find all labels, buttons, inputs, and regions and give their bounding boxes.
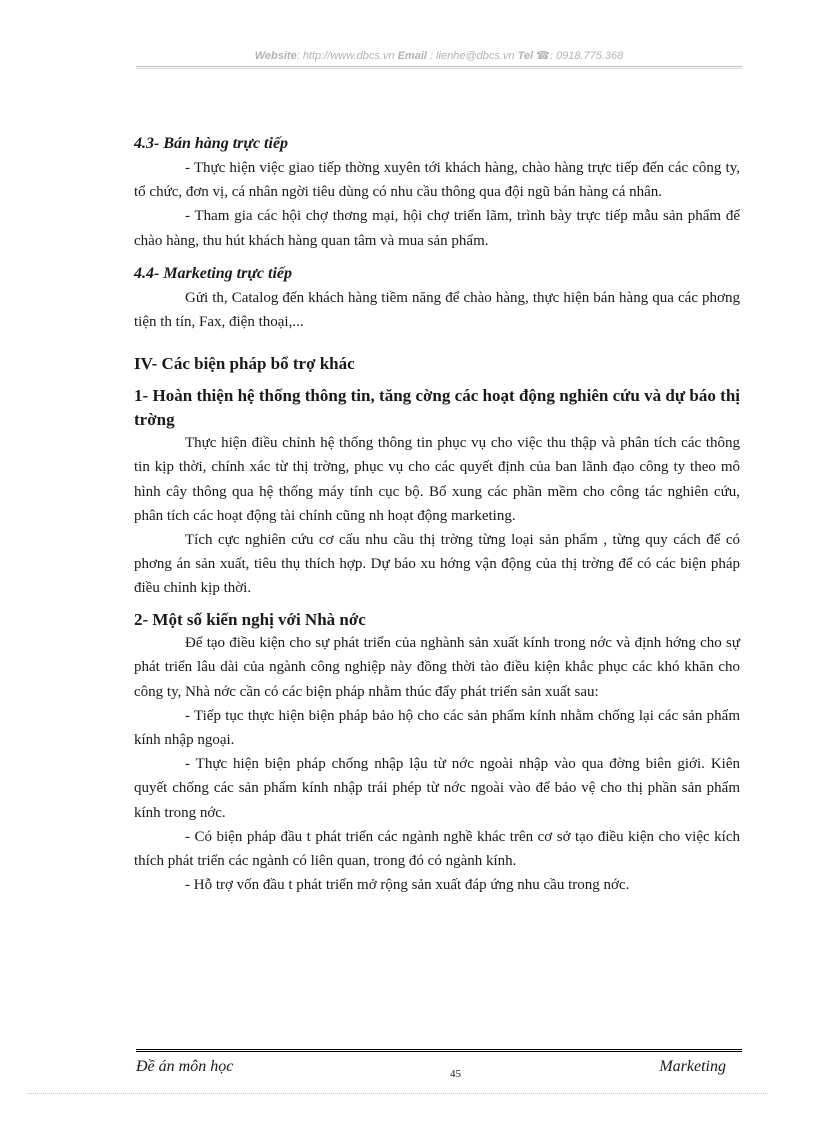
- tel-value: : 0918.775.368: [549, 50, 624, 62]
- subsection-2-heading: 2- Một số kiến nghị với Nhà nớc: [134, 609, 366, 629]
- footer-course-label: Đề án môn học: [136, 1058, 234, 1075]
- paragraph: - Có biện pháp đầu t phát triển các ngành nghề khác trên cơ sở tạo điều kiện cho việc kích thích phát triển các ngành có liên quan, trong đó có ngành kính.: [134, 828, 740, 869]
- document-body: [134, 132, 740, 897]
- paragraph: Để tạo điều kiện cho sự phát triển của nghành sản xuất kính trong nớc và định hớng cho sự phát triển lâu dài của ngành công nghiệp này đồng thời tào điều kiện khắc phục các khó khăn cho công ty, Nhà nớc cần có các biện pháp nhằm thúc đẩy phát triển sản xuất sau:: [134, 635, 740, 700]
- header-divider: [136, 66, 742, 69]
- section-4-4-title: 4.4- Marketing trực tiếp: [134, 264, 293, 282]
- paragraph: - Tham gia các hội chợ thơng mại, hội chợ triển lãm, trình bày trực tiếp mẫu sản phẩm để chào hàng, thu hút khách hàng quan tâm và mua sản phẩm.: [134, 208, 740, 249]
- page-header: [136, 49, 742, 62]
- page-bottom-border: [28, 1093, 768, 1094]
- tel-label: Tel: [517, 50, 534, 62]
- paragraph: - Thực hiện biện pháp chống nhập lậu từ nớc ngoài nhập vào qua đờng biên giới. Kiên quyết chống các sản phẩm kính nhập trái phép từ nớc ngoài vào để bảo vệ cho thị phần sản phẩm kính trong nớc.: [134, 756, 740, 821]
- website-value: : http://www.dbcs.vn: [296, 50, 398, 62]
- footer-divider: [136, 1049, 742, 1052]
- footer-subject-label: Marketing: [659, 1058, 726, 1075]
- paragraph: Tích cực nghiên cứu cơ cấu nhu cầu thị trờng từng loại sản phẩm , từng quy cách để có phơng án sản xuất, tiêu thụ thích hợp. Dự báo xu hớng vận động của thị trờng để có các biện pháp điều chỉnh kịp thời.: [134, 532, 740, 597]
- email-value: : lienhe@dbcs.vn: [426, 50, 518, 62]
- subsection-1-heading: 1- Hoàn thiện hệ thống thông tin, tăng cờng các hoạt động nghiên cứu và dự báo thị trờng: [134, 386, 740, 429]
- paragraph: - Tiếp tục thực hiện biện pháp bảo hộ cho các sản phẩm kính nhằm chống lại các sản phẩm kính nhập ngoại.: [134, 707, 740, 748]
- phone-icon: ☎: [536, 50, 550, 62]
- email-label: Email: [397, 50, 427, 62]
- paragraph: - Thực hiện việc giao tiếp thờng xuyên tới khách hàng, chào hàng trực tiếp đến các công ty, tổ chức, đơn vị, cá nhân ngời tiêu dùng có nhu cầu thông qua đội ngũ bán hàng cá nhân.: [134, 160, 740, 201]
- paragraph: Thực hiện điều chỉnh hệ thống thông tin phục vụ cho việc thu thập và phân tích các thông tin kịp thời, chính xác từ thị trờng, phục vụ cho các quyết định của ban lãnh đạo công ty theo mô hình cây thông qua hệ thống máy tính cục bộ. Bổ xung các phần mềm cho công tác nghiên cứu, phân tích các hoạt động tài chính cũng nh hoạt động marketing.: [134, 435, 740, 524]
- website-label: Website: [254, 50, 297, 62]
- page-number: 45: [450, 1068, 461, 1080]
- section-iv-heading: IV- Các biện pháp bổ trợ khác: [134, 354, 355, 374]
- paragraph: - Hỗ trợ vốn đầu t phát triển mở rộng sản xuất đáp ứng nhu cầu trong nớc.: [185, 877, 630, 894]
- section-4-3-title: 4.3- Bán hàng trực tiếp: [134, 135, 289, 152]
- paragraph: Gửi th, Catalog đến khách hàng tiềm năng để chào hàng, thực hiện bán hàng qua các phơng tiện th tín, Fax, điện thoại,...: [134, 289, 740, 331]
